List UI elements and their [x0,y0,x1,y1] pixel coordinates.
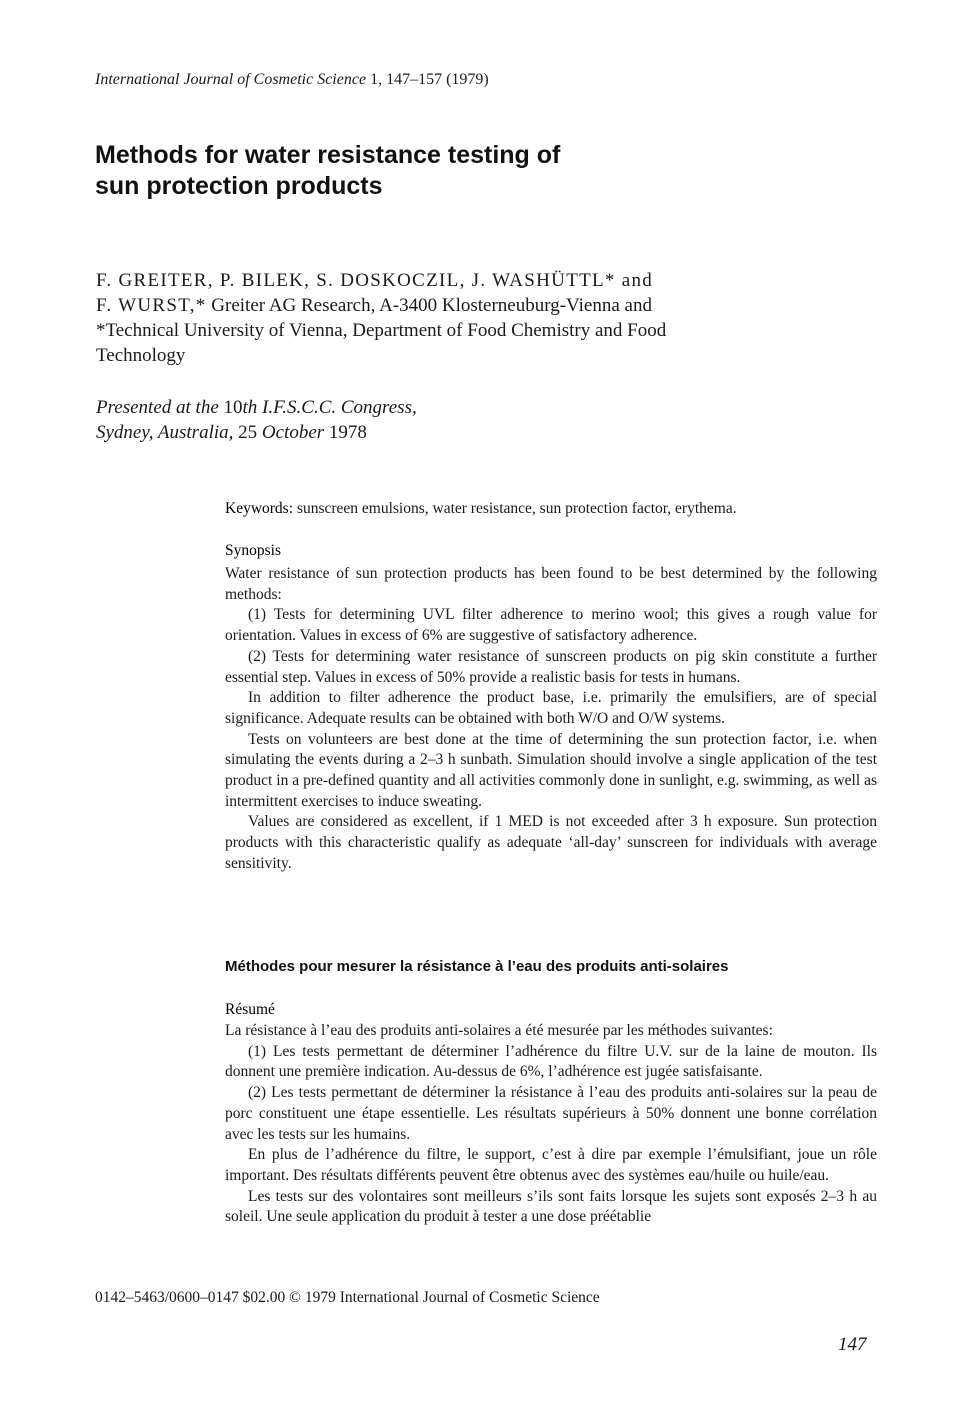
resume-paragraph: (1) Les tests permettant de déterminer l’adhérence du filtre U.V. sur de la laine de mouton. Ils donnent une première indication. Au-dessus de 6%, l’adhérence est jugée satisfaisante. [225,1042,877,1081]
resume-body [225,1021,877,1228]
synopsis-paragraph: Tests on volunteers are best done at the time of determining the sun protection factor, i.e. when simulating the events during a 2–3 h sunbath. Simulation should involve a single application of the test product in a pre-defined quantity and all activities commonly done in sunlight, e.g. swimming, as well as intermittent exercises to induce sweating. [225,730,877,810]
affiliation-university-cont: Technology [96,345,186,366]
presented-year: 1978 [328,422,367,443]
french-title: Méthodes pour mesurer la résistance à l’eau des produits anti-solaires [225,958,729,975]
article-title-line-1: Methods for water resistance testing of [95,141,561,169]
synopsis-paragraph: Values are considered as excellent, if 1 MED is not exceeded after 3 h exposure. Sun protection products with this characteristic qualify as adequate ‘all-day’ sunscreen for individuals with average sensitivity. [225,813,877,872]
synopsis-heading: Synopsis [225,542,281,559]
synopsis-paragraph: Water resistance of sun protection products has been found to be best determined by the following methods: [225,565,877,603]
resume-paragraph: La résistance à l’eau des produits anti-solaires a été mesurée par les méthodes suivantes: [225,1022,773,1039]
presentation-note [96,395,596,445]
presented-month: October [257,422,329,443]
congress-name: th I.F.S.C.C. Congress, [242,397,417,418]
resume-heading: Résumé [225,1001,275,1018]
journal-citation [95,71,489,89]
congress-number: 10 [223,397,243,418]
author-name-wurst: F. WURST,* [96,295,207,316]
copyright-line: 0142–5463/0600–0147 $02.00 © 1979 International Journal of Cosmetic Science [95,1289,600,1306]
keywords-label: Keywords: [225,500,294,517]
presented-location: Sydney, Australia, [96,422,239,443]
article-title-line-2: sun protection products [95,172,383,200]
synopsis-paragraph: In addition to filter adherence the product base, i.e. primarily the emulsifiers, are of special significance. Adequate results can be obtained with both W/O and O/W systems. [225,689,877,727]
journal-name: International Journal of Cosmetic Science [95,71,367,88]
resume-paragraph: Les tests sur des volontaires sont meilleurs s’ils sont faits lorsque les sujets sont exposés 2–3 h au soleil. Une seule application du produit à tester a une dose préétablie [225,1187,877,1226]
presented-text: Presented at the [96,397,224,418]
resume-paragraph: En plus de l’adhérence du filtre, le support, c’est à dire par exemple l’émulsifiant, joue un rôle important. Des résultats différents peuvent être obtenus avec des systèmes eau/huile ou huile/eau. [225,1146,877,1184]
page-number: 147 [838,1334,867,1355]
author-names: F. GREITER, P. BILEK, S. DOSKOCZIL, J. WASHÜTTL* and [96,270,654,291]
keywords-text: sunscreen emulsions, water resistance, sun protection factor, erythema. [293,500,737,517]
author-block [96,268,756,368]
synopsis-paragraph: (2) Tests for determining water resistance of sunscreen products on pig skin constitute a further essential step. Values in excess of 50% provide a realistic basis for tests in humans. [225,647,877,686]
presentation-line-1 [96,395,596,420]
author-affiliation-line-2 [96,293,756,318]
journal-volume-pages: 1, 147–157 (1979) [366,71,489,88]
affiliation-university: *Technical University of Vienna, Department of Food Chemistry and Food [96,320,667,341]
resume-paragraph: (2) Les tests permettant de déterminer la résistance à l’eau des produits anti-solaires sur la peau de porc constituent une étape essentielle. Les résultats supérieurs à 50% donnent une bonne corrélation avec les tests sur les humains. [225,1084,877,1143]
presented-day: 25 [238,422,258,443]
presentation-line-2 [96,420,596,445]
keywords [225,500,885,518]
article-title [95,140,735,202]
synopsis-body [225,564,877,875]
synopsis-paragraph: (1) Tests for determining UVL filter adherence to merino wool; this gives a rough value for orientation. Values in excess of 6% are suggestive of satisfactory adherence. [225,606,877,645]
affiliation-greiter: Greiter AG Research, A-3400 Klosterneuburg-Vienna and [206,295,652,316]
